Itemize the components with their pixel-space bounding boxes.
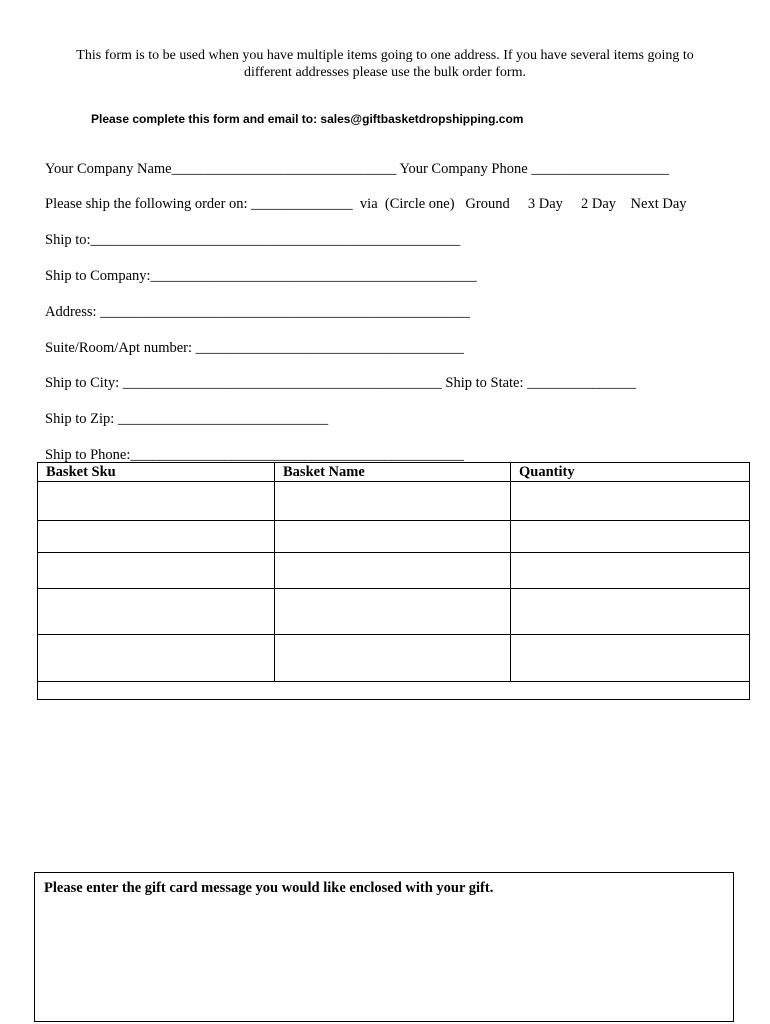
- table-footer-row: [38, 682, 750, 700]
- basket-name-cell[interactable]: [275, 589, 511, 635]
- ship-to-city-state-field[interactable]: Ship to City: ____________________________________________ Ship to State: _______________: [45, 375, 636, 391]
- basket-name-cell[interactable]: [275, 482, 511, 521]
- table-header-row: [38, 463, 750, 482]
- basket-sku-cell[interactable]: [38, 635, 275, 682]
- column-header-basket-name: Basket Name: [275, 463, 511, 482]
- basket-name-cell[interactable]: [275, 635, 511, 682]
- basket-sku-cell[interactable]: [38, 482, 275, 521]
- basket-order-table: [37, 462, 750, 700]
- table-row: [38, 589, 750, 635]
- table-row: [38, 521, 750, 553]
- table-footer-cell: [38, 682, 750, 700]
- basket-name-cell[interactable]: [275, 553, 511, 589]
- intro-line-2: different addresses please use the bulk order form.: [244, 65, 526, 80]
- table-row: [38, 635, 750, 682]
- suite-room-apt-field[interactable]: Suite/Room/Apt number: _____________________________________: [45, 340, 464, 356]
- intro-text: [40, 47, 730, 81]
- quantity-cell[interactable]: [511, 482, 750, 521]
- table-row: [38, 482, 750, 521]
- quantity-cell[interactable]: [511, 521, 750, 553]
- ship-date-method-field[interactable]: Please ship the following order on: ______________ via (Circle one) Ground 3 Day 2 Day Next Day: [45, 196, 687, 212]
- ship-to-company-field[interactable]: Ship to Company:_____________________________________________: [45, 268, 477, 284]
- quantity-cell[interactable]: [511, 553, 750, 589]
- basket-sku-cell[interactable]: [38, 521, 275, 553]
- basket-sku-cell[interactable]: [38, 589, 275, 635]
- ship-to-zip-field[interactable]: Ship to Zip: _____________________________: [45, 411, 329, 427]
- address-field[interactable]: Address: ___________________________________________________: [45, 304, 470, 320]
- column-header-basket-sku: Basket Sku: [38, 463, 275, 482]
- column-header-quantity: Quantity: [511, 463, 750, 482]
- quantity-cell[interactable]: [511, 589, 750, 635]
- gift-card-message-label: Please enter the gift card message you would like enclosed with your gift.: [44, 880, 494, 896]
- ship-to-phone-field[interactable]: Ship to Phone:______________________________________________: [45, 447, 464, 463]
- quantity-cell[interactable]: [511, 635, 750, 682]
- basket-sku-cell[interactable]: [38, 553, 275, 589]
- email-instruction: Please complete this form and email to: sales@giftbasketdropshipping.com: [91, 112, 524, 126]
- ship-to-field[interactable]: Ship to:___________________________________________________: [45, 232, 461, 248]
- intro-line-1: This form is to be used when you have multiple items going to one address. If you have several items going to: [76, 48, 694, 63]
- company-name-phone-field[interactable]: Your Company Name_______________________________ Your Company Phone ___________________: [45, 161, 670, 177]
- basket-name-cell[interactable]: [275, 521, 511, 553]
- gift-card-message-box[interactable]: [34, 872, 734, 1022]
- table-row: [38, 553, 750, 589]
